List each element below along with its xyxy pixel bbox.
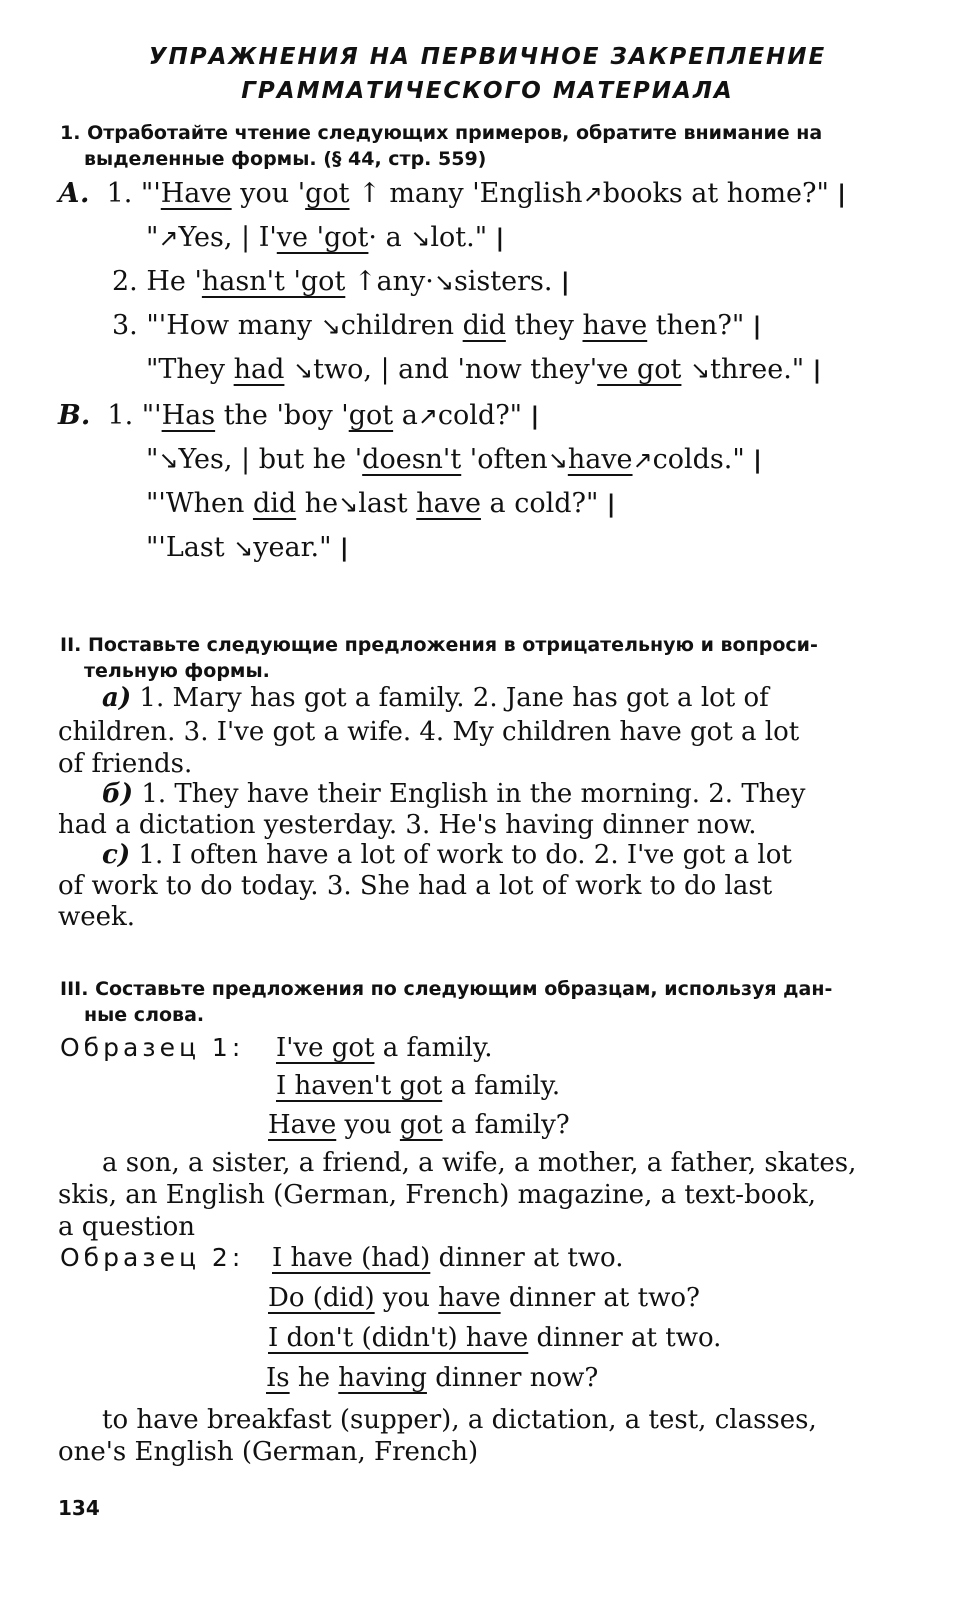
highlighted-form: have [438, 1283, 501, 1313]
example-a-2 [112, 266, 570, 297]
text-segment: he [289, 1363, 339, 1393]
exercise-2a-line-3: of friends. [58, 749, 193, 779]
text-segment: lot." [430, 222, 488, 253]
exercise-2b-line-1 [102, 779, 806, 809]
rising-tone-icon: ↗ [417, 402, 438, 430]
exercise-2c-line-1 [102, 840, 792, 870]
pause-bar: | [331, 534, 349, 562]
highlighted-form: have [416, 488, 481, 519]
highlighted-form: I've got [276, 1033, 375, 1063]
text-segment: 1. They have their English in the morning. 2. They [133, 779, 806, 809]
text-segment: "'How many [146, 310, 321, 341]
text-segment: " [146, 444, 159, 475]
falling-tone-icon: ↘ [547, 446, 568, 474]
pause-bar: | [744, 446, 762, 474]
exercise-1-instruction-line-1: Отработайте чтение следующих примеров, обратите внимание на [87, 122, 823, 144]
exercise-2-instruction-line-1: Поставьте следующие предложения в отрицательную и вопроси- [87, 634, 818, 656]
highlighted-form: I have (had) [272, 1243, 431, 1273]
exercise-2a-line-1 [102, 683, 769, 713]
highlighted-form: I don't (didn't) have [268, 1323, 529, 1353]
pause-bar: | [744, 312, 762, 340]
text-segment: a [393, 400, 418, 431]
highlighted-form: Have [268, 1110, 337, 1140]
falling-tone-icon: ↘ [233, 534, 254, 562]
text-segment: dinner at two? [500, 1283, 700, 1313]
exercise-1-instruction-line-2: выделенные формы. (§ 44, стр. 559) [84, 148, 487, 170]
highlighted-form: Have [160, 178, 232, 209]
text-segment: three." [710, 354, 805, 385]
text-segment: dinner at two. [430, 1243, 624, 1273]
text-segment: cold?" [437, 400, 523, 431]
rising-tone-icon: ↗ [158, 224, 179, 252]
falling-tone-icon: ↘ [320, 312, 341, 340]
text-segment: "'When [146, 488, 253, 519]
rising-tone-icon: ↗ [582, 180, 603, 208]
rising-tone-icon: ↗ [632, 446, 653, 474]
exercise-3-instruction-line-2: ные слова. [84, 1004, 205, 1026]
falling-tone-icon: ↘ [690, 356, 711, 384]
falling-tone-icon: ↘ [338, 490, 359, 518]
highlighted-form: I haven't got [276, 1071, 443, 1101]
pattern-2-line-2 [268, 1283, 700, 1313]
pattern-1-words-line-3: a question [58, 1212, 196, 1242]
text-segment: a family? [442, 1110, 570, 1140]
exercise-2-instruction-line-2: тельную формы. [84, 660, 270, 682]
highlighted-form: got [348, 400, 394, 431]
example-a-marker: А. [58, 178, 90, 209]
example-b-1-answer [146, 444, 762, 475]
exercise-1-number: 1. [60, 122, 81, 144]
item-marker: а) [102, 683, 132, 713]
text-segment: Yes, | I' [178, 222, 277, 253]
pause-bar: | [487, 224, 505, 252]
text-segment: dinner at two. [528, 1323, 722, 1353]
page-number: 134 [58, 1496, 100, 1520]
text-segment: He ' [146, 266, 202, 297]
section-title-line-2: ГРАММАТИЧЕСКОГО МАТЕРИАЛА [241, 78, 734, 104]
pattern-1-line-2 [276, 1071, 560, 1101]
highlighted-form: had [233, 354, 285, 385]
pattern-label: Образец 2: [60, 1243, 245, 1272]
text-segment: the 'boy ' [215, 400, 349, 431]
exercise-2c-line-3: week. [58, 902, 136, 932]
highlighted-form: have [567, 444, 633, 475]
highlighted-form: hasn't 'got [201, 266, 346, 297]
text-segment: year." [253, 532, 332, 563]
pattern-2-words-line-2: one's English (German, French) [58, 1437, 479, 1467]
text-segment: last [358, 488, 417, 519]
example-number: 3. [112, 310, 138, 341]
example-b-1 [58, 400, 539, 431]
text-segment: dinner now? [426, 1363, 599, 1393]
text-segment: sisters. [453, 266, 553, 297]
highlighted-form: have [582, 310, 648, 341]
example-b-1-last-answer [146, 532, 349, 563]
section-title-line-1: УПРАЖНЕНИЯ НА ПЕРВИЧНОЕ ЗАКРЕПЛЕНИЕ [148, 44, 827, 70]
highlighted-form: Has [161, 400, 216, 431]
exercise-2a-line-2: children. 3. I've got a wife. 4. My children have got a lot [58, 717, 800, 747]
exercise-3-number: III. [60, 978, 89, 1000]
pause-bar: | [828, 180, 847, 208]
highlighted-form: ve got [597, 354, 682, 385]
pause-bar: | [598, 490, 616, 518]
highlighted-form: did [462, 310, 506, 341]
example-a-1-answer [146, 222, 504, 253]
text-segment: he [296, 488, 339, 519]
pattern-2-words-line-1: to have breakfast (supper), a dictation, a test, classes, [102, 1405, 817, 1435]
example-number: 1. [107, 400, 134, 431]
pattern-label: Образец 1: [60, 1033, 245, 1062]
highlighted-form: got [399, 1110, 443, 1140]
text-segment [681, 354, 690, 385]
highlighted-form: Do (did) [268, 1283, 375, 1313]
highlighted-form: Is [266, 1363, 290, 1393]
text-segment: a family. [442, 1071, 561, 1101]
text-segment [284, 354, 293, 385]
example-b-marker: В. [58, 400, 91, 431]
pause-bar: | [522, 402, 540, 430]
text-segment: Yes, | but he ' [178, 444, 363, 475]
highlighted-form: doesn't [362, 444, 462, 475]
text-segment: colds." [652, 444, 745, 475]
text-segment: children [340, 310, 463, 341]
exercise-2c-line-2: of work to do today. 3. She had a lot of work to do last [58, 871, 773, 901]
pattern-2-line-3 [268, 1323, 721, 1353]
exercise-2-number: II. [60, 634, 82, 656]
text-segment: you [374, 1283, 439, 1313]
falling-tone-icon: ↘ [158, 446, 179, 474]
exercise-1-instruction [60, 122, 822, 144]
example-a-3-answer [146, 354, 821, 385]
pattern-1-words-line-2: skis, an English (German, French) magazine, a text-book, [58, 1180, 817, 1210]
highlighted-form: did [252, 488, 297, 519]
pattern-1-label [60, 1033, 244, 1063]
text-segment: they [505, 310, 583, 341]
pattern-2-line-4 [266, 1363, 598, 1393]
highlighted-form: got [305, 178, 350, 209]
falling-tone-icon: ↘ [410, 224, 431, 252]
text-segment: a cold?" [480, 488, 599, 519]
falling-tone-icon: ↘ [433, 268, 454, 296]
example-a-3 [112, 310, 761, 341]
example-a1-number: 1. [106, 178, 133, 209]
text-segment: 1. I often have a lot of work to do. 2. I've got a lot [130, 840, 792, 870]
text-segment: you [336, 1110, 400, 1140]
example-a-1 [58, 178, 846, 209]
text-segment: ↑any· [345, 266, 434, 297]
example-b-1-question [146, 488, 616, 519]
pause-bar: | [552, 268, 570, 296]
highlighted-form: having [338, 1363, 427, 1393]
text-segment: two, | and 'now they' [313, 354, 598, 385]
exercise-3-instruction-line-1: Составьте предложения по следующим образцам, используя дан- [95, 978, 833, 1000]
text-segment: " [146, 222, 159, 253]
text-segment: then?" [647, 310, 745, 341]
exercise-2b-line-2: had a dictation yesterday. 3. He's having dinner now. [58, 810, 757, 840]
text-segment: "' [140, 178, 161, 209]
pattern-2-label [60, 1243, 244, 1273]
text-segment: you ' [231, 178, 306, 209]
text-segment: ↑ many 'English [349, 178, 583, 209]
text-segment: books at home?" [602, 178, 829, 209]
example-number: 2. [112, 266, 138, 297]
pause-bar: | [804, 356, 822, 384]
item-marker: б) [102, 779, 134, 809]
highlighted-form: ve 'got [276, 222, 369, 253]
text-segment: a family. [374, 1033, 493, 1063]
item-marker: с) [102, 840, 131, 870]
pattern-1-line-1 [276, 1033, 492, 1063]
pattern-2-line-1 [272, 1243, 623, 1273]
text-segment: "They [146, 354, 234, 385]
text-segment: "'Last [146, 532, 234, 563]
text-segment: "' [141, 400, 162, 431]
text-segment: · a [368, 222, 411, 253]
exercise-2-instruction [60, 634, 818, 656]
pattern-1-words-line-1: a son, a sister, a friend, a wife, a mother, a father, skates, [102, 1148, 857, 1178]
falling-tone-icon: ↘ [293, 356, 314, 384]
pattern-1-line-3 [268, 1110, 570, 1140]
text-segment: 1. Mary has got a family. 2. Jane has got a lot of [131, 683, 769, 713]
exercise-3-instruction [60, 978, 832, 1000]
text-segment: 'often [461, 444, 548, 475]
